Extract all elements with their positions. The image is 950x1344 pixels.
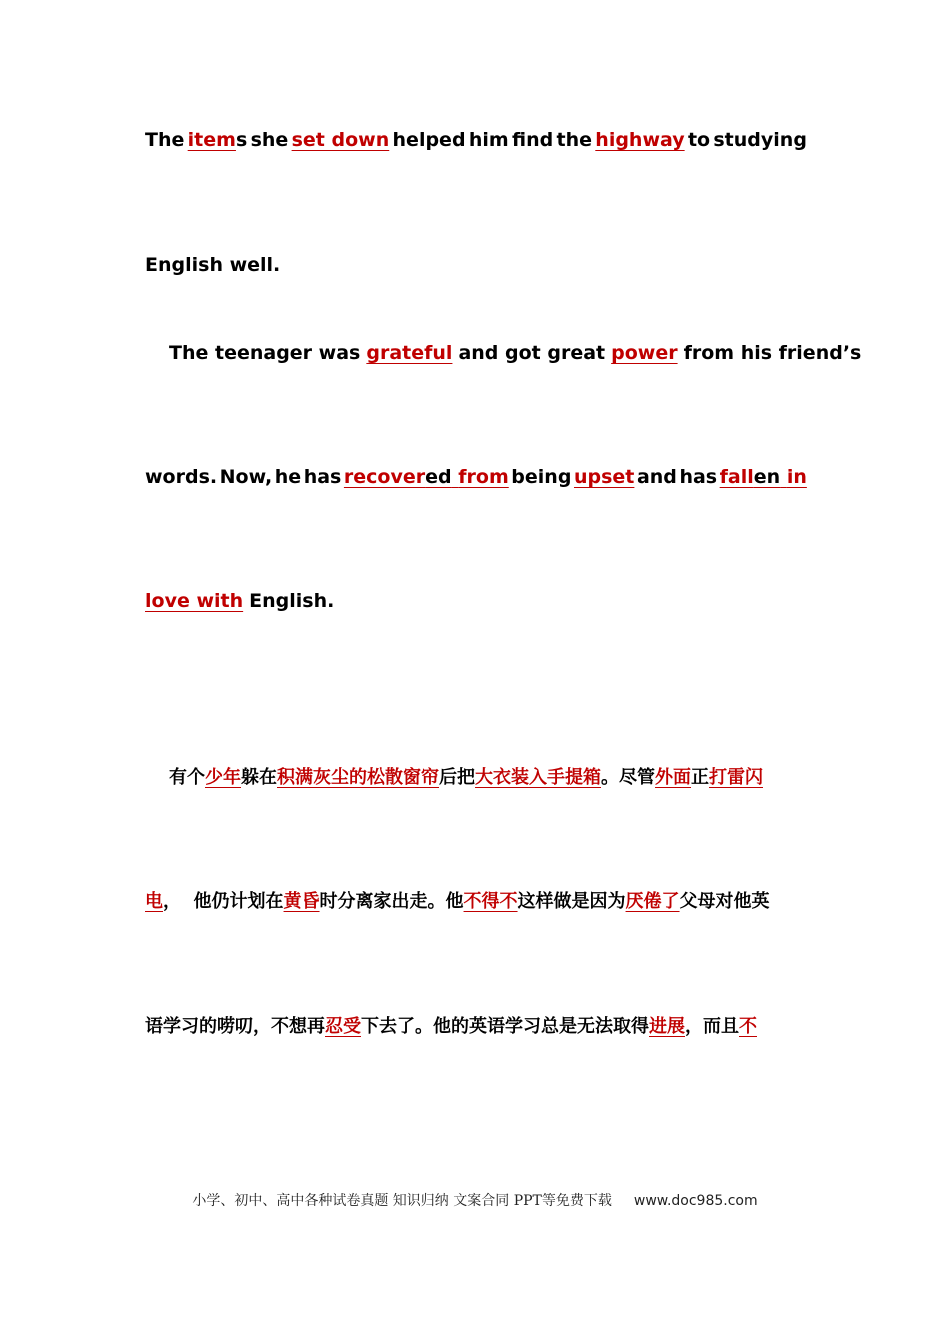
footer-text: 小学、初中、高中各种试卷真题 知识归纳 文案合同 PPT等免费下载 — [192, 1193, 612, 1209]
text-run: and got great — [458, 342, 606, 364]
text-run: 有个 — [169, 767, 205, 788]
text-run: 父母对他英 — [679, 891, 770, 912]
english-line-4 — [145, 457, 807, 497]
highlight-word: recover — [343, 466, 426, 488]
text-run: 后把 — [439, 767, 475, 788]
word: The — [145, 129, 185, 151]
word: the — [556, 129, 592, 151]
highlight-word: 少年 — [205, 767, 241, 788]
text-run: ，而且 — [685, 1016, 739, 1037]
text-run: English. — [249, 590, 335, 612]
text-run: 这样做是因为 — [517, 891, 626, 912]
word: has — [679, 466, 718, 488]
phrase-fallen-in — [720, 457, 807, 497]
space-run — [780, 466, 787, 488]
highlight-phrase: love with — [145, 590, 244, 612]
highlight-word: in — [786, 466, 807, 488]
text-run: 时分离家出走。他 — [319, 891, 464, 912]
highlight-word: 不得不 — [463, 891, 518, 912]
word: Now, — [219, 466, 273, 488]
word: words. — [145, 466, 218, 488]
phrase-recovered-from — [344, 457, 509, 497]
highlight-phrase: 打雷闪 — [709, 767, 763, 788]
chinese-line-3 — [145, 1007, 807, 1047]
word: to — [687, 129, 711, 151]
english-line-5 — [145, 581, 807, 621]
highlight-word: item — [187, 129, 236, 151]
word: being — [511, 466, 572, 488]
highlight-word: from — [458, 466, 509, 488]
word: and — [636, 466, 677, 488]
word-suffix: ed — [425, 466, 452, 488]
highlight-word: 进展 — [649, 1016, 685, 1037]
word: him — [468, 129, 509, 151]
highlight-word: 黄昏 — [283, 891, 320, 912]
highlight-word: highway — [595, 129, 685, 151]
highlight-word: upset — [573, 466, 635, 488]
word-item — [188, 120, 248, 160]
highlight-word: fall — [719, 466, 754, 488]
highlight-word: power — [611, 342, 678, 364]
word: studying — [713, 129, 807, 151]
chinese-line-1 — [145, 758, 807, 798]
word: helped — [392, 129, 466, 151]
footer-url: www.doc985.com — [633, 1193, 758, 1209]
page-footer — [0, 1188, 950, 1214]
word: find — [511, 129, 554, 151]
highlight-word: grateful — [366, 342, 453, 364]
highlight-phrase: set down — [291, 129, 390, 151]
text-run: 下去了。他的英语学习总是无法取得 — [361, 1016, 649, 1037]
text-run: ， 他仍计划在 — [163, 891, 284, 912]
text-run: English well. — [145, 254, 281, 276]
highlight-phrase: 大衣装入手提箱 — [475, 767, 601, 788]
english-line-2 — [145, 245, 807, 285]
word-suffix: en — [753, 466, 781, 488]
text-run: 语学习的唠叨，不想再 — [145, 1016, 325, 1037]
highlight-word: 忍受 — [325, 1016, 361, 1037]
highlight-word: 不 — [739, 1016, 757, 1037]
word: he — [274, 466, 302, 488]
word: has — [303, 466, 342, 488]
text-run: 。尽管 — [601, 767, 655, 788]
english-line-1 — [145, 120, 807, 160]
chinese-line-2 — [145, 882, 807, 922]
word: she — [250, 129, 289, 151]
text-run: The teenager was — [169, 342, 361, 364]
highlight-phrase: 积满灰尘的松散窗帘 — [277, 767, 439, 788]
highlight-word: 外面 — [655, 767, 691, 788]
text-run: 正 — [691, 767, 709, 788]
highlight-word: 厌倦了 — [625, 891, 680, 912]
text-run: 躲在 — [241, 767, 277, 788]
english-line-3 — [145, 333, 862, 373]
word-suffix: s — [235, 129, 248, 151]
text-run: from his friend’s — [683, 342, 862, 364]
highlight-word: 电 — [145, 891, 163, 912]
